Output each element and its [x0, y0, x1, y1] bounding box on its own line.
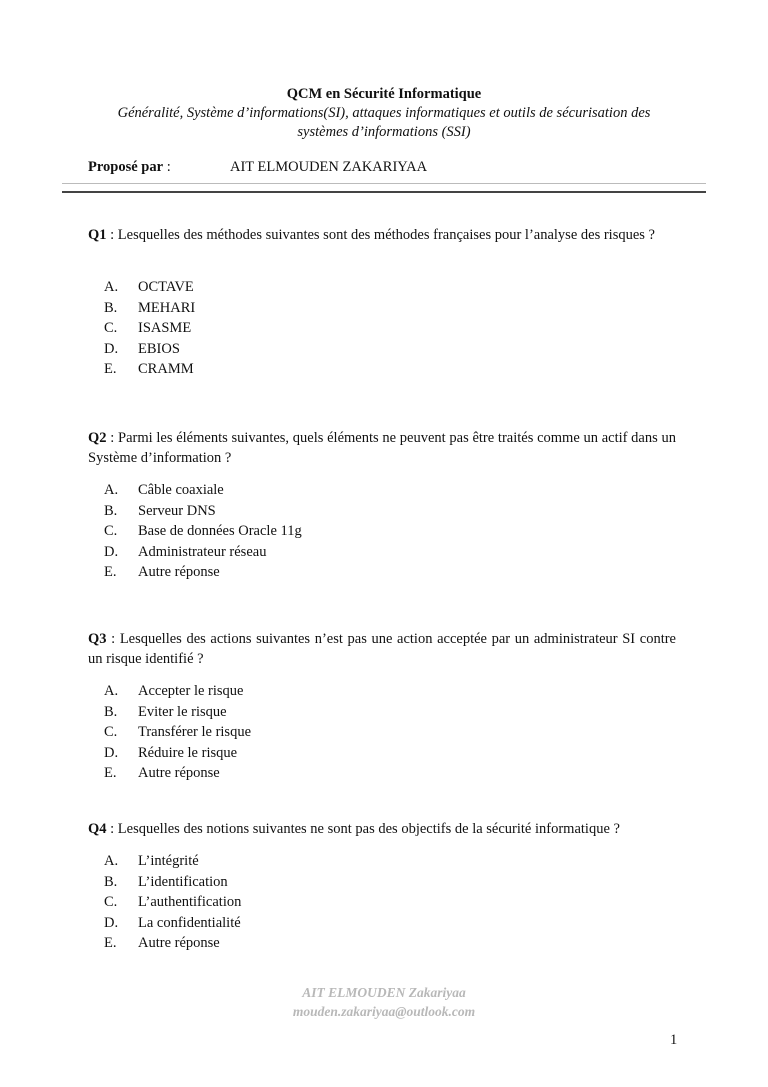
answer-option: [104, 318, 195, 339]
answer-option: [104, 913, 241, 934]
question-label: Q3: [88, 631, 107, 647]
page-number: 1: [670, 1032, 678, 1048]
answer-option: [104, 763, 251, 784]
option-text: Autre réponse: [138, 564, 220, 580]
question-3: [88, 629, 676, 669]
option-text: La confidentialité: [138, 914, 241, 931]
option-letter: A.: [104, 853, 119, 869]
option-letter: C.: [104, 724, 118, 740]
document-title: QCM en Sécurité Informatique: [286, 86, 482, 102]
option-text: EBIOS: [138, 340, 180, 357]
answer-option: [104, 542, 302, 563]
proposed-sep: :: [163, 159, 171, 175]
option-letter: C.: [104, 320, 118, 336]
question-text: : Lesquelles des actions suivantes n’est pas une action acceptée par un administrateur SI contre un risque identifié ?: [88, 631, 676, 667]
question-2: [88, 428, 676, 468]
option-letter: B.: [104, 703, 118, 720]
option-letter: E.: [104, 765, 117, 781]
option-letter: E.: [104, 564, 117, 580]
answer-option: [104, 722, 251, 743]
answer-option: [104, 277, 195, 298]
proposed-label: Proposé par: [88, 159, 164, 175]
option-letter: E.: [104, 935, 117, 951]
question-text: : Lesquelles des méthodes suivantes sont des méthodes françaises pour l’analyse des risques ?: [106, 227, 655, 243]
option-letter: D.: [104, 914, 119, 931]
answer-option: [104, 681, 251, 702]
answer-options: [104, 851, 241, 954]
option-letter: C.: [104, 894, 118, 910]
answer-option: [104, 501, 302, 522]
footer-name: AIT ELMOUDEN Zakariyaa: [302, 985, 466, 1000]
answer-option: [104, 743, 251, 764]
answer-option: [104, 562, 302, 583]
option-letter: E.: [104, 361, 117, 377]
question-1: [88, 225, 676, 245]
option-text: Eviter le risque: [138, 703, 227, 720]
option-text: Base de données Oracle 11g: [138, 523, 302, 539]
option-letter: B.: [104, 502, 118, 519]
option-text: Transférer le risque: [138, 724, 252, 740]
option-text: ISASME: [138, 320, 192, 336]
option-text: Câble coaxiale: [138, 482, 224, 498]
answer-options: [104, 277, 195, 380]
answer-options: [104, 480, 302, 583]
option-text: Autre réponse: [138, 935, 220, 951]
option-text: MEHARI: [138, 299, 196, 316]
option-letter: B.: [104, 873, 118, 890]
answer-option: [104, 298, 195, 319]
option-text: L’identification: [138, 873, 228, 890]
answer-option: [104, 872, 241, 893]
option-text: L’intégrité: [138, 853, 199, 869]
footer-email: mouden.zakariyaa@outlook.com: [292, 1004, 476, 1019]
answer-option: [104, 521, 302, 542]
option-letter: D.: [104, 340, 119, 357]
option-text: Administrateur réseau: [138, 543, 267, 560]
option-letter: C.: [104, 523, 118, 539]
option-text: Autre réponse: [138, 765, 220, 781]
question-label: Q4: [88, 821, 107, 837]
option-letter: A.: [104, 482, 119, 498]
divider-thick: [62, 191, 706, 193]
option-text: Serveur DNS: [138, 502, 216, 519]
answer-option: [104, 359, 195, 380]
option-letter: D.: [104, 543, 119, 560]
option-letter: A.: [104, 279, 119, 295]
option-letter: B.: [104, 299, 118, 316]
question-text: : Parmi les éléments suivantes, quels éléments ne peuvent pas être traités comme un actif dans un Système d’information ?: [88, 430, 676, 466]
answer-option: [104, 892, 241, 913]
answer-option: [104, 851, 241, 872]
option-letter: A.: [104, 683, 119, 699]
answer-option: [104, 339, 195, 360]
option-text: L’authentification: [138, 894, 242, 910]
proposed-by: [88, 159, 171, 176]
question-4: [88, 819, 676, 839]
author-name: AIT ELMOUDEN ZAKARIYAA: [230, 159, 428, 175]
divider-thin: [62, 183, 706, 184]
option-text: CRAMM: [138, 361, 194, 377]
answer-options: [104, 681, 251, 784]
option-text: Accepter le risque: [138, 683, 244, 699]
question-text: : Lesquelles des notions suivantes ne sont pas des objectifs de la sécurité informatique ?: [106, 821, 620, 837]
answer-option: [104, 702, 251, 723]
document-subtitle-line1: Généralité, Système d’informations(SI), attaques informatiques et outils de sécurisation des: [117, 105, 651, 121]
option-letter: D.: [104, 744, 119, 761]
question-label: Q2: [88, 430, 107, 446]
answer-option: [104, 933, 241, 954]
question-label: Q1: [88, 227, 107, 243]
option-text: Réduire le risque: [138, 744, 238, 761]
answer-option: [104, 480, 302, 501]
document-subtitle-line2: systèmes d’informations (SSI): [297, 124, 471, 140]
option-text: OCTAVE: [138, 279, 194, 295]
